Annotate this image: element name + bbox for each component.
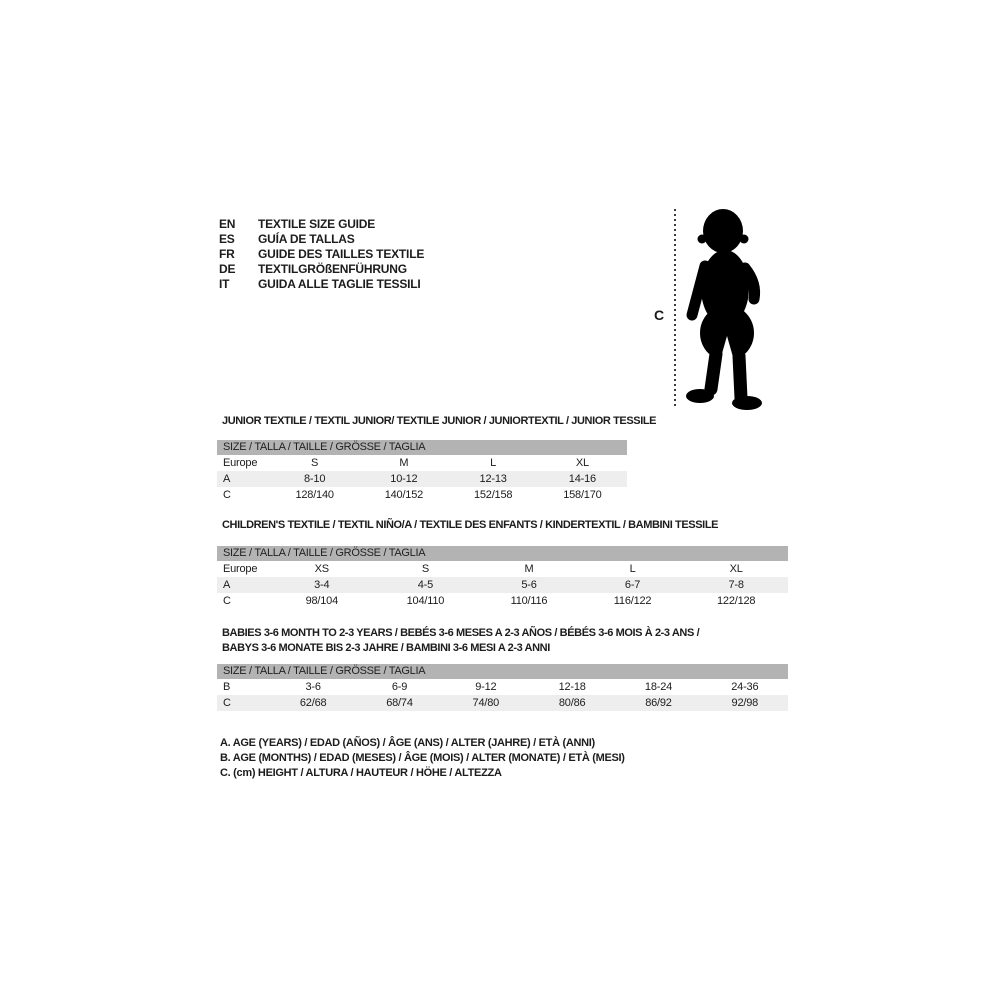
language-code: ES xyxy=(219,231,235,246)
table-cell: 6-7 xyxy=(624,579,641,591)
table-cell: 92/98 xyxy=(731,697,759,709)
table-cell: L xyxy=(629,563,636,575)
table-cell: M xyxy=(524,563,534,575)
table-cell: XS xyxy=(314,563,329,575)
language-code: IT xyxy=(219,276,230,291)
footnote-height: C. (cm) HEIGHT / ALTURA / HAUTEUR / HÖHE / ALTEZZA xyxy=(220,767,502,779)
table-row-europe xyxy=(217,561,788,577)
table-cell: XL xyxy=(729,563,743,575)
table-cell: 110/116 xyxy=(510,595,548,607)
legend-label: GUÍA DE TALLAS xyxy=(258,231,355,246)
row-label: A xyxy=(223,579,231,591)
table-row-height xyxy=(217,593,788,609)
table-row-height xyxy=(217,695,788,711)
junior-table-title: JUNIOR TEXTILE / TEXTIL JUNIOR/ TEXTILE JUNIOR / JUNIORTEXTIL / JUNIOR TESSILE xyxy=(222,415,657,427)
table-cell: 12-18 xyxy=(558,681,586,693)
table-cell: 6-9 xyxy=(391,681,408,693)
row-label: A xyxy=(223,473,231,485)
row-label: C xyxy=(223,595,231,607)
table-row-height xyxy=(217,487,627,503)
table-cell: 3-4 xyxy=(314,579,330,591)
table-cell: 18-24 xyxy=(644,681,673,693)
babies-table-title-line2: BABYS 3-6 MONATE BIS 2-3 JAHRE / BAMBINI 3-6 MESI A 2-3 ANNI xyxy=(222,642,550,654)
table-cell: 152/158 xyxy=(473,489,513,501)
footnote-age-months: B. AGE (MONTHS) / EDAD (MESES) / ÂGE (MOIS) / ALTER (MONATE) / ETÀ (MESI) xyxy=(220,752,625,764)
table-cell: 74/80 xyxy=(472,697,500,709)
language-code: EN xyxy=(219,216,236,231)
row-label: B xyxy=(223,681,231,693)
table-cell: 62/68 xyxy=(299,697,327,709)
table-cell: 140/152 xyxy=(384,489,424,501)
table-cell: 9-12 xyxy=(475,681,497,693)
height-measure-label: C xyxy=(654,307,664,323)
table-cell: 86/92 xyxy=(645,697,672,709)
table-row-age-months xyxy=(217,679,788,695)
table-cell: 104/110 xyxy=(406,595,445,607)
table-cell: 8-10 xyxy=(304,473,326,485)
legend-row-fr xyxy=(219,246,424,261)
table-cell: S xyxy=(311,457,319,469)
row-label: Europe xyxy=(223,457,258,469)
footnote-age-years: A. AGE (YEARS) / EDAD (AÑOS) / ÂGE (ANS) / ALTER (JAHRE) / ETÀ (ANNI) xyxy=(220,737,595,749)
language-legend xyxy=(219,216,424,291)
legend-row-en xyxy=(219,216,424,231)
row-label: Europe xyxy=(223,563,258,575)
table-cell: 7-8 xyxy=(728,579,744,591)
size-header-bar: SIZE / TALLA / TAILLE / GRÖSSE / TAGLIA xyxy=(217,664,788,679)
size-header-bar: SIZE / TALLA / TAILLE / GRÖSSE / TAGLIA xyxy=(217,546,788,561)
legend-label: TEXTILE SIZE GUIDE xyxy=(258,216,376,231)
table-cell: M xyxy=(399,457,409,469)
row-label: C xyxy=(223,697,231,709)
babies-size-table xyxy=(217,664,788,711)
table-cell: 5-6 xyxy=(521,579,537,591)
table-row-europe xyxy=(217,455,627,471)
table-cell: 4-5 xyxy=(417,579,434,591)
table-cell: 116/122 xyxy=(613,595,652,607)
legend-row-de xyxy=(219,261,424,276)
toddler-silhouette-icon xyxy=(683,208,771,410)
table-cell: L xyxy=(490,457,497,469)
row-label: C xyxy=(223,489,231,501)
table-cell: XL xyxy=(575,457,589,469)
legend-row-it xyxy=(219,276,424,291)
table-row-age xyxy=(217,577,788,593)
table-cell: S xyxy=(421,563,429,575)
language-code: DE xyxy=(219,261,236,276)
babies-table-title-line1: BABIES 3-6 MONTH TO 2-3 YEARS / BEBÉS 3-6 MESES A 2-3 AÑOS / BÉBÉS 3-6 MOIS À 2-3 ANS / xyxy=(222,627,700,639)
children-table-title: CHILDREN'S TEXTILE / TEXTIL NIÑO/A / TEXTILE DES ENFANTS / KINDERTEXTIL / BAMBINI TESSILE xyxy=(222,519,719,531)
legend-label: GUIDA ALLE TAGLIE TESSILI xyxy=(258,276,421,291)
table-cell: 98/104 xyxy=(305,595,339,607)
table-row-age xyxy=(217,471,627,487)
table-cell: 122/128 xyxy=(716,595,756,607)
legend-label: GUIDE DES TAILLES TEXTILE xyxy=(258,246,425,261)
table-cell: 3-6 xyxy=(305,681,321,693)
table-cell: 10-12 xyxy=(390,473,418,485)
junior-size-table xyxy=(217,440,627,503)
table-cell: 14-16 xyxy=(568,473,596,485)
table-cell: 24-36 xyxy=(731,681,759,693)
language-code: FR xyxy=(219,246,235,261)
table-cell: 68/74 xyxy=(386,697,413,709)
table-cell: 128/140 xyxy=(295,489,334,501)
size-header-bar: SIZE / TALLA / TAILLE / GRÖSSE / TAGLIA xyxy=(217,440,627,455)
legend-label: TEXTILGRÖßENFÜHRUNG xyxy=(258,261,407,276)
children-size-table xyxy=(217,546,788,609)
table-cell: 80/86 xyxy=(558,697,586,709)
height-measure-dotted-line xyxy=(674,209,676,409)
table-cell: 158/170 xyxy=(563,489,602,501)
legend-row-es xyxy=(219,231,424,246)
table-cell: 12-13 xyxy=(479,473,507,485)
